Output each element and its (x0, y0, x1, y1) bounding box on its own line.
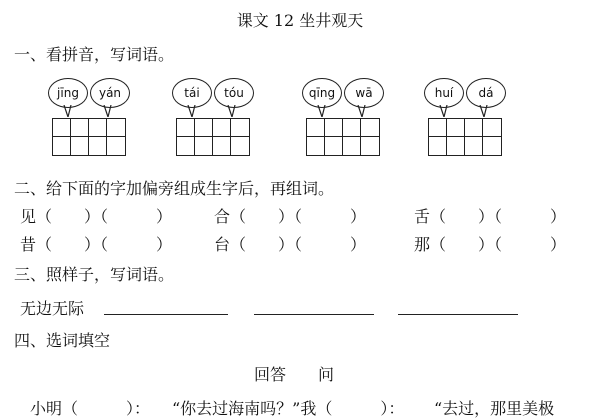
example-word: 无边无际 (20, 299, 85, 318)
radical-exercise-item[interactable]: 昔（ ）（ ） (20, 235, 173, 254)
radical-exercise-item[interactable]: 合（ ）（ ） (214, 207, 367, 226)
pinyin-balloon: qīng (302, 78, 342, 108)
answer-blank-2[interactable] (254, 314, 374, 315)
answer-blank-3[interactable] (398, 314, 518, 315)
section-4-heading: 四、选词填空 (14, 331, 111, 350)
balloon-tail-icon (356, 105, 368, 117)
radical-exercise-item[interactable]: 舌（ ）（ ） (414, 207, 567, 226)
sentence-answer: “去过，那里美极 (434, 399, 555, 418)
pinyin-group-3 (302, 78, 392, 168)
section-2-heading: 二、给下面的字加偏旁组成生字后，再组词。 (14, 179, 335, 198)
pinyin-balloon: tái (172, 78, 212, 108)
balloon-tail-icon (186, 105, 198, 117)
pinyin-group-1 (48, 78, 138, 168)
radical-exercise-item[interactable]: 见（ ）（ ） (20, 207, 173, 226)
writing-grid[interactable] (176, 118, 250, 156)
sentence-question[interactable]: “你去过海南吗？”我（ ）： (172, 399, 405, 418)
pinyin-group-2 (172, 78, 262, 168)
balloon-tail-icon (478, 105, 490, 117)
pinyin-balloon: jīng (48, 78, 88, 108)
pinyin-balloon: huí (424, 78, 464, 108)
pinyin-balloon: tóu (214, 78, 254, 108)
sentence-speaker[interactable]: 小明（ ）： (30, 399, 151, 418)
pinyin-balloon: yán (90, 78, 130, 108)
balloon-tail-icon (226, 105, 238, 117)
radical-exercise-item[interactable]: 台（ ）（ ） (214, 235, 367, 254)
balloon-tail-icon (102, 105, 114, 117)
section-3-heading: 三、照样子，写词语。 (14, 265, 175, 284)
writing-grid[interactable] (428, 118, 502, 156)
pinyin-balloon: dá (466, 78, 506, 108)
radical-exercise-item[interactable]: 那（ ）（ ） (414, 235, 567, 254)
balloon-tail-icon (316, 105, 328, 117)
balloon-tail-icon (62, 105, 74, 117)
pinyin-balloon: wā (344, 78, 384, 108)
section-1-heading: 一、看拼音，写词语。 (14, 45, 175, 64)
pinyin-group-4 (424, 78, 514, 168)
writing-grid[interactable] (306, 118, 380, 156)
answer-blank-1[interactable] (104, 314, 228, 315)
word-options: 回答 问 (254, 365, 335, 384)
page-title: 课文 12 坐井观天 (236, 11, 364, 30)
balloon-tail-icon (438, 105, 450, 117)
writing-grid[interactable] (52, 118, 126, 156)
